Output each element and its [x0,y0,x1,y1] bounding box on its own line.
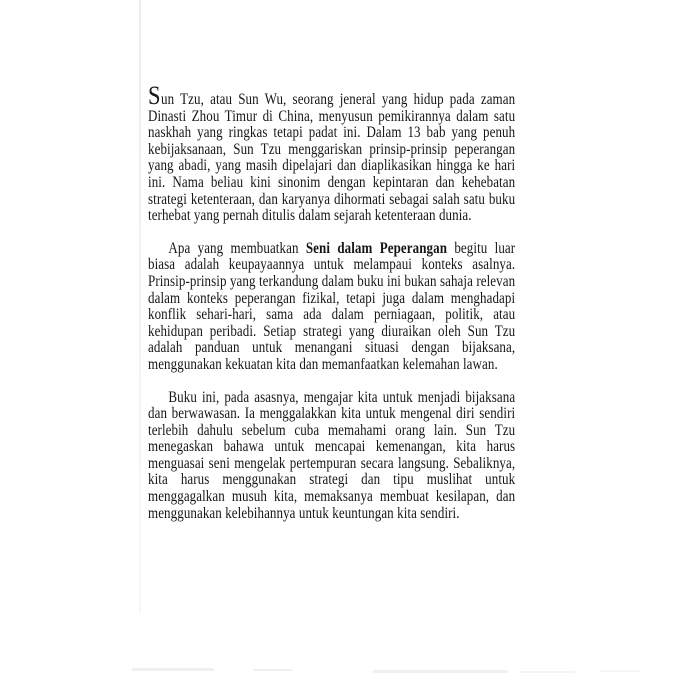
raised-cap-initial: S [148,80,162,110]
paragraph-3-text: Buku ini, pada asasnya, mengajar kita untuk menjadi bijaksana dan berwawasan. Ia menggalakkan kita untuk mengenal diri sendiri terlebih dahulu sebelum cuba memahami orang lain. Sun Tzu menegaskan bahawa untuk mencapai kemenangan, kita harus menguasai seni mengelak pertempuran secara langsung. Sebaliknya, kita harus menggunakan strategi dan tipu muslihat untuk menggagalkan musuh kita, memaksanya membuat kesilapan, dan menggunakan kelebihannya untuk keuntungan kita sendiri. [148,388,516,522]
scan-streak-artifact [600,670,640,672]
paragraph-intro-text: un Tzu, atau Sun Wu, seorang jeneral yang hidup pada zaman Dinasti Zhou Timur di China, menyusun pemikirannya dalam satu naskhah yang ringkas tetapi padat ini. Dalam 13 bab yang penuh kebijaksanaan, Sun Tzu menggariskan prinsip-prinsip peperangan yang abadi, yang masih dipelajari dan diaplikasikan hingga ke hari ini. Nama beliau kini sinonim dengan kepintaran dan kehebatan strategi ketenteraan, dan karyanya dihormati sebagai salah satu buku terhebat yang pernah ditulis dalam sejarah ketenteraan dunia. [148,91,516,225]
paragraph-lessons [148,390,515,523]
scan-gutter-shadow [139,0,141,614]
page-text-block [148,80,516,522]
paragraph-book-significance [148,241,515,374]
scan-streak-artifact [373,670,508,673]
scan-streak-artifact [253,669,293,671]
scan-streak-artifact [520,671,575,673]
paragraph-2-text-after-title: begitu luar biasa adalah keupayaannya untuk melampaui konteks asalnya. Prinsip-prinsip yang terkandung dalam buku ini bukan sahaja relevan dalam konteks peperangan fizikal, tetapi juga dalam menghadapi konflik sehari-hari, sama ada dalam perniagaan, politik, atau kehidupan peribadi. Setiap strategi yang diuraikan oleh Sun Tzu adalah panduan untuk menangani situasi dengan bijaksana, menggunakan kekuatan kita dan memanfaatkan kelemahan lawan. [148,239,516,373]
paragraph-intro [148,80,516,225]
scan-streak-artifact [132,668,214,671]
book-title-emphasis: Seni dalam Peperangan [305,239,448,257]
paragraph-2-text-before-title: Apa yang membuatkan [168,239,306,257]
